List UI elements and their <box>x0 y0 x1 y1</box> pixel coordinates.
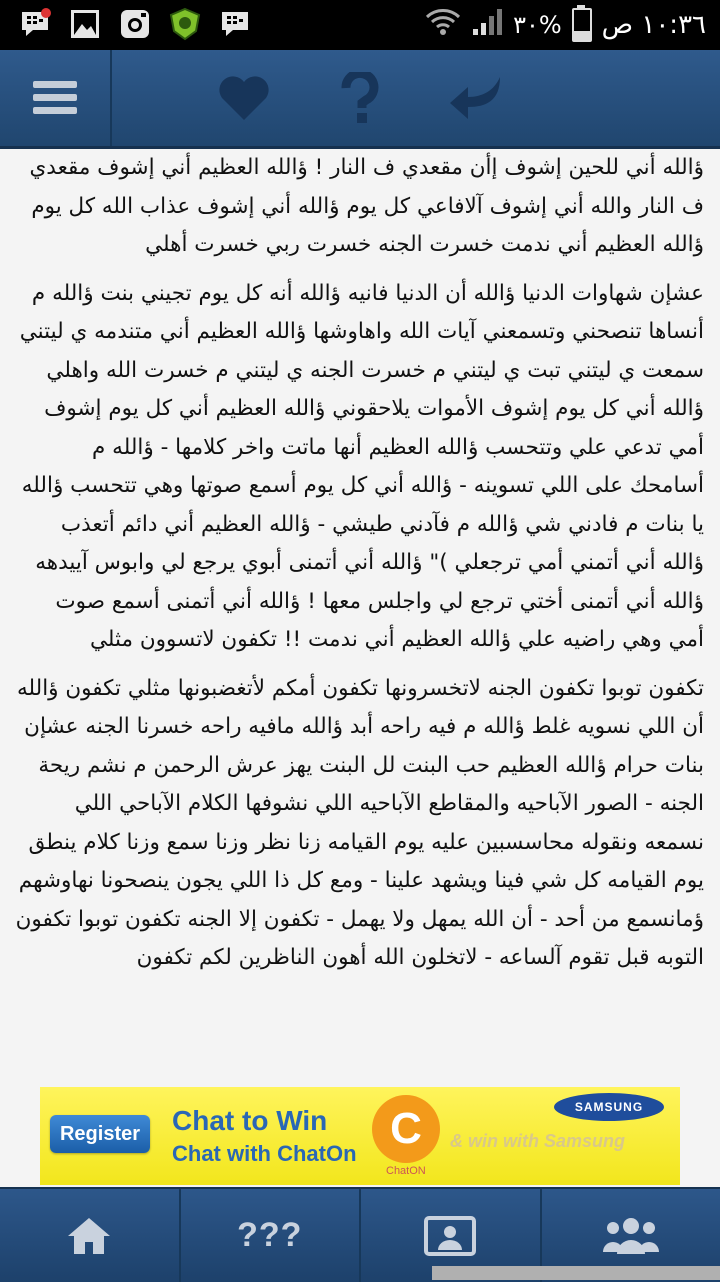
heart-button[interactable] <box>214 68 274 128</box>
menu-icon <box>31 78 79 118</box>
paragraph-3: تكفون توبوا تكفون الجنه لاتخسرونها تكفون أمكم لأتغضبونها مثلي تكفون ؤالله أن اللي نسويه غلط ؤالله م فيه راحه أبد ؤالله مافيه راحه خسرنا الجنه عشإن بنات حرام ؤالله العظيم حب البنت لل البنت يهز عرش الرحمن م نشم ريحة الجنه - الصور الآباحيه والمقاطع الآباحيه اللي نشوفها الكلام الآباحي اللي نسمعه ونقوله محاسسبين عليه يوم القيامه زنا نظر وزنا سمع وزنا كلام ينطق يوم القيامه كل شي فينا ويشهد علينا - ومع كل ذا اللي يجون ينصحونا نهاوشهم ؤمانسمع من أحد - أن الله يمهل ولا يهمل - تكفون إلا الجنه تكفون توبوا تكفون التوبه قبل تقوم آلساعه - لاتخلون الله أهون الناظرين لكم تكفون <box>0 670 720 978</box>
back-arrow-icon <box>448 75 504 121</box>
wifi-icon <box>425 7 461 43</box>
chaton-logo: C <box>372 1095 440 1163</box>
register-button[interactable]: Register <box>50 1115 150 1153</box>
help-button[interactable] <box>330 68 390 128</box>
heart-icon <box>217 74 271 122</box>
battery-percent: ٣٠% <box>513 11 562 39</box>
questions-icon: ??? <box>237 1216 302 1255</box>
top-nav <box>0 50 720 149</box>
profile-photo-icon <box>424 1216 476 1256</box>
article-content[interactable] <box>0 149 720 1057</box>
back-button[interactable] <box>446 68 506 128</box>
status-bar <box>0 0 720 50</box>
paragraph-2: عشإن شهاوات الدنيا ؤالله أن الدنيا فانيه ؤالله أنه كل يوم تجيني بنت ؤالله م أنساها تنصحني وتسمعني آيات الله واهاوشها ؤالله العظيم أني متندمه ي ليتني سمعت ي ليتني تبت ي ليتني م خسرت الجنه ي ليتني م خسرت الله واهلي ؤالله أني كل يوم إشوف الأموات يلاحقوني ؤالله العظيم أني كل يوم إشوف أمي تدعي علي وتتحسب ؤالله العظيم أنها ماتت واخر كلامها - ؤالله م أسامحك على اللي تسوينه - ؤالله أني كل يوم أسمع صوتها وهي تتحسب ؤالله يا بنات م فادني شي ؤالله م فآدني طيشي - ؤالله العظيم أني دائم أتعذب ؤالله أني أتمني أمي ترجعلي )" ؤالله أني أتمنى أبوي يرجع لي وابوس آييدهه ؤالله أني أتمنى أختي ترجع لي واجلس معها ! ؤالله أني أتمنى أسمع صوت أمي وهي راضيه علي ؤالله العظيم أني ندمت !! تكفون لاتسوون مثلي <box>0 275 720 660</box>
clock: ١٠:٣٦ ص <box>602 10 706 40</box>
samsung-logo: SAMSUNG <box>554 1093 664 1121</box>
home-icon <box>66 1216 112 1256</box>
question-icon <box>340 72 380 124</box>
bbm-icon <box>18 6 52 42</box>
ad-tagline: & win with Samsung <box>450 1131 625 1152</box>
ad-banner[interactable] <box>40 1087 680 1185</box>
status-right <box>425 0 706 50</box>
game-shield-icon <box>168 6 202 42</box>
home-button[interactable] <box>0 1189 179 1282</box>
gallery-icon <box>68 6 102 42</box>
ad-title: Chat to Win <box>172 1105 327 1137</box>
notification-icons <box>18 6 252 42</box>
questions-button[interactable] <box>179 1189 360 1282</box>
chaton-logo-label: ChatON <box>386 1165 426 1177</box>
menu-button[interactable] <box>0 50 112 146</box>
signal-icon <box>471 7 503 43</box>
paragraph-1: ؤالله أني للحين إشوف إأن مقعدي ف النار ! ؤالله العظيم أني إشوف مقعدي ف النار والله أني إشوف آلافاعي كل يوم ؤالله أني إشوف عذاب الله كل يوم ؤالله العظيم أني ندمت خسرت الجنه خسرت ربي خسرت أهلي <box>0 149 720 265</box>
community-icon <box>601 1216 661 1256</box>
ad-subtitle: Chat with ChatOn <box>172 1141 357 1167</box>
scroll-indicator <box>432 1266 720 1280</box>
instagram-icon <box>118 6 152 42</box>
battery-icon <box>572 8 592 42</box>
bbm-icon <box>218 6 252 42</box>
